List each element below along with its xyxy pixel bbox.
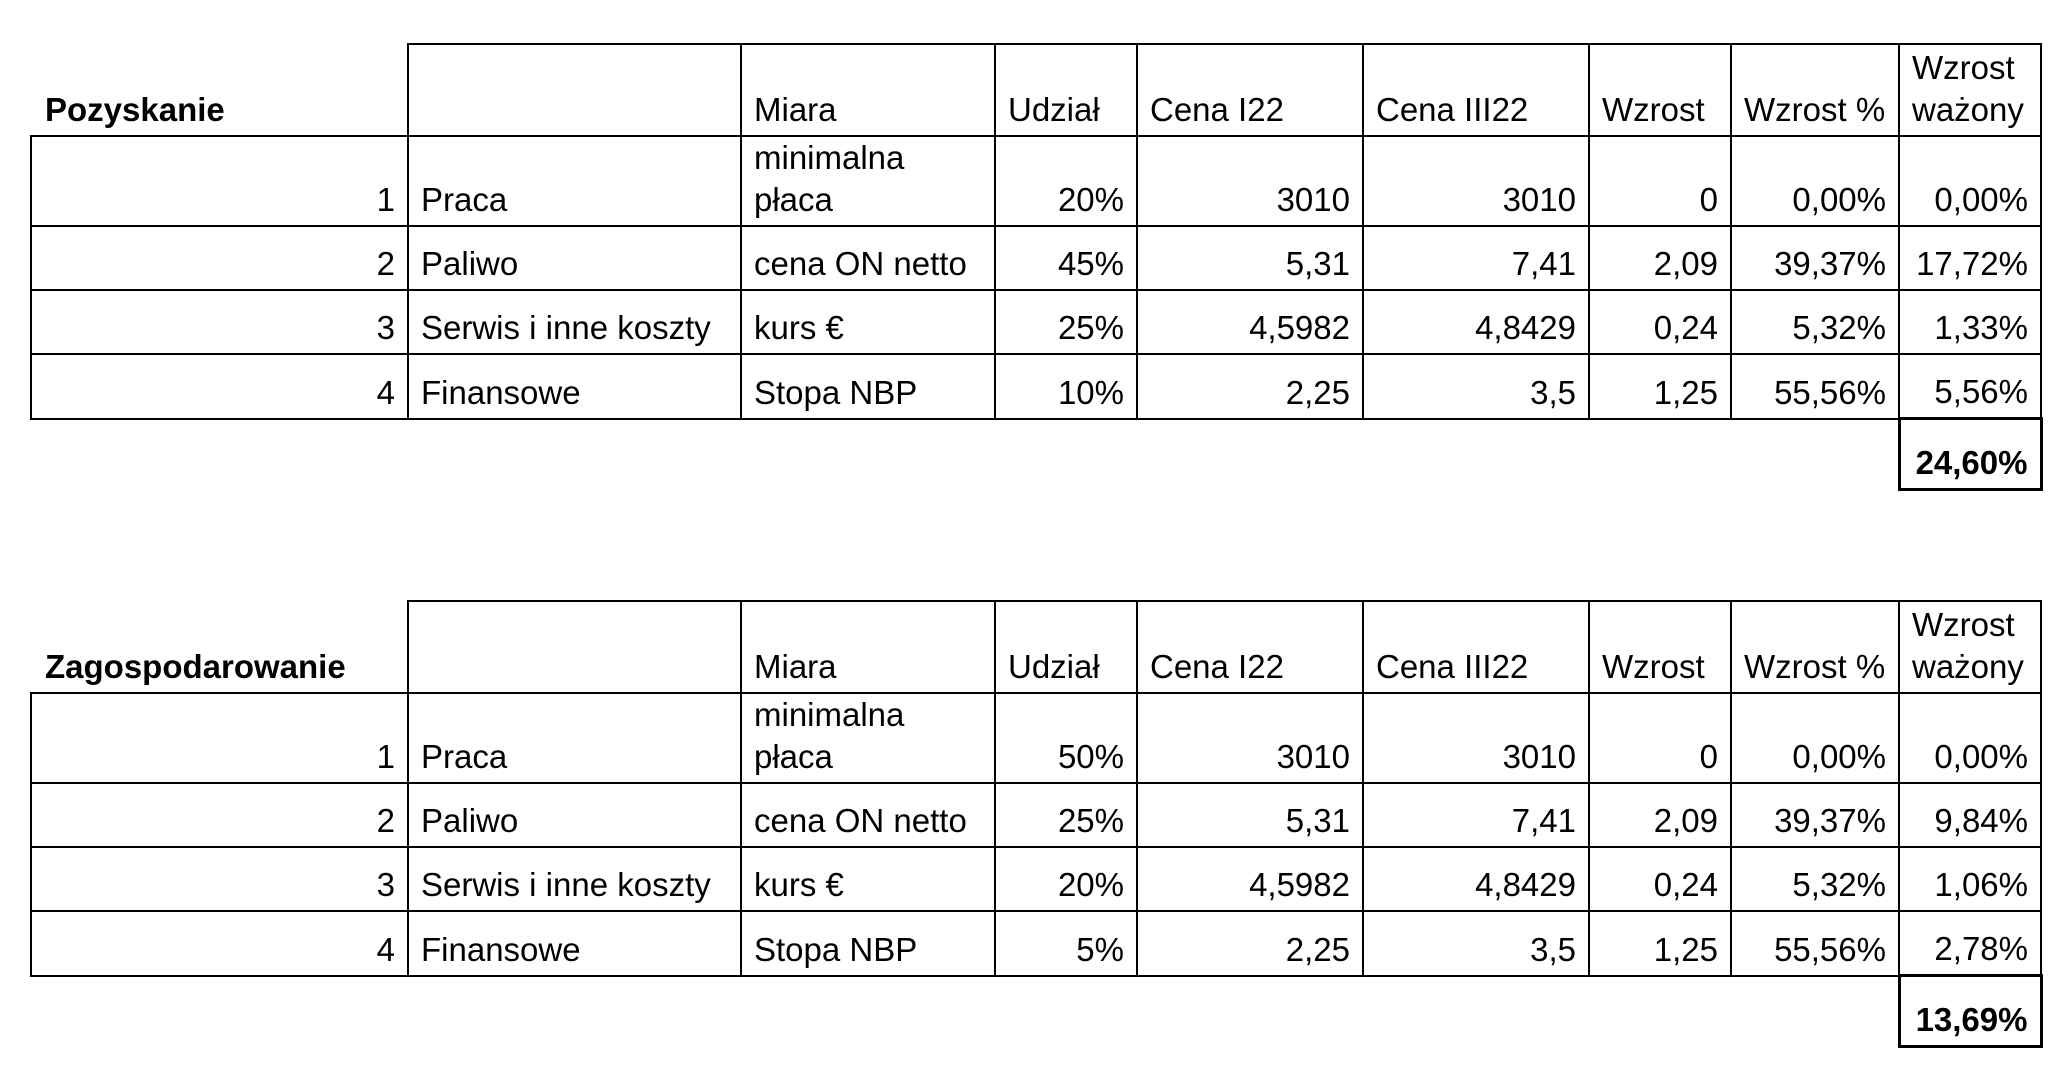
row-growth: 2,09 — [1589, 226, 1731, 290]
header-wzrost-wazony: Wzrost ważony — [1899, 601, 2041, 693]
row-price-iii22: 3,5 — [1363, 354, 1589, 419]
row-share: 45% — [995, 226, 1137, 290]
row-share: 25% — [995, 290, 1137, 354]
row-growth: 0 — [1589, 693, 1731, 783]
row-measure: kurs € — [741, 290, 995, 354]
row-measure: cena ON netto — [741, 783, 995, 847]
header-cena-i22: Cena I22 — [1137, 44, 1363, 136]
row-measure: Stopa NBP — [741, 354, 995, 419]
row-number: 3 — [31, 847, 408, 911]
total-row — [31, 976, 2041, 1047]
table-row — [31, 136, 2041, 226]
row-name: Finansowe — [408, 354, 741, 419]
row-share: 50% — [995, 693, 1137, 783]
row-weighted-growth: 1,33% — [1899, 290, 2041, 354]
row-name: Paliwo — [408, 783, 741, 847]
row-weighted-growth: 1,06% — [1899, 847, 2041, 911]
header-wzrost-wazony: Wzrost ważony — [1899, 44, 2041, 136]
header-cena-i22: Cena I22 — [1137, 601, 1363, 693]
row-growth: 0,24 — [1589, 290, 1731, 354]
row-price-i22: 2,25 — [1137, 911, 1363, 976]
row-weighted-growth: 17,72% — [1899, 226, 2041, 290]
row-number: 3 — [31, 290, 408, 354]
row-number: 4 — [31, 354, 408, 419]
row-name: Praca — [408, 136, 741, 226]
header-miara: Miara — [741, 601, 995, 693]
table-row — [31, 290, 2041, 354]
row-share: 20% — [995, 136, 1137, 226]
row-name: Finansowe — [408, 911, 741, 976]
row-price-i22: 3010 — [1137, 136, 1363, 226]
row-growth: 1,25 — [1589, 911, 1731, 976]
header-cena-iii22: Cena III22 — [1363, 44, 1589, 136]
row-price-iii22: 4,8429 — [1363, 847, 1589, 911]
total-weighted-growth: 13,69% — [1899, 976, 2041, 1047]
table-row — [31, 693, 2041, 783]
row-measure: minimalna płaca — [741, 136, 995, 226]
table-row — [31, 911, 2041, 976]
header-udzial: Udział — [995, 44, 1137, 136]
header-miara: Miara — [741, 44, 995, 136]
row-measure: Stopa NBP — [741, 911, 995, 976]
row-number: 2 — [31, 783, 408, 847]
row-growth-pct: 39,37% — [1731, 783, 1899, 847]
row-growth: 2,09 — [1589, 783, 1731, 847]
row-price-i22: 3010 — [1137, 693, 1363, 783]
row-price-i22: 4,5982 — [1137, 290, 1363, 354]
header-wzrost-pct: Wzrost % — [1731, 44, 1899, 136]
header-udzial: Udział — [995, 601, 1137, 693]
row-share: 20% — [995, 847, 1137, 911]
table-row — [31, 783, 2041, 847]
row-weighted-growth: 0,00% — [1899, 136, 2041, 226]
header-wzrost: Wzrost — [1589, 601, 1731, 693]
header-nazwa — [408, 44, 741, 136]
row-price-i22: 4,5982 — [1137, 847, 1363, 911]
table-zagospodarowanie — [30, 600, 2043, 1048]
header-cena-iii22: Cena III22 — [1363, 601, 1589, 693]
row-measure: minimalna płaca — [741, 693, 995, 783]
header-row — [31, 601, 2041, 693]
row-weighted-growth: 5,56% — [1899, 354, 2041, 419]
row-weighted-growth: 9,84% — [1899, 783, 2041, 847]
header-wzrost: Wzrost — [1589, 44, 1731, 136]
row-weighted-growth: 2,78% — [1899, 911, 2041, 976]
row-growth-pct: 5,32% — [1731, 847, 1899, 911]
row-number: 1 — [31, 693, 408, 783]
row-growth: 0,24 — [1589, 847, 1731, 911]
header-wzrost-pct: Wzrost % — [1731, 601, 1899, 693]
row-number: 2 — [31, 226, 408, 290]
row-growth-pct: 0,00% — [1731, 693, 1899, 783]
table-row — [31, 226, 2041, 290]
row-price-iii22: 7,41 — [1363, 783, 1589, 847]
row-growth-pct: 55,56% — [1731, 911, 1899, 976]
row-growth-pct: 55,56% — [1731, 354, 1899, 419]
row-name: Paliwo — [408, 226, 741, 290]
table-pozyskanie — [30, 43, 2043, 491]
row-growth: 0 — [1589, 136, 1731, 226]
row-price-iii22: 3010 — [1363, 693, 1589, 783]
row-name: Serwis i inne koszty — [408, 290, 741, 354]
row-growth: 1,25 — [1589, 354, 1731, 419]
row-weighted-growth: 0,00% — [1899, 693, 2041, 783]
row-measure: kurs € — [741, 847, 995, 911]
row-number: 4 — [31, 911, 408, 976]
total-weighted-growth: 24,60% — [1899, 419, 2041, 490]
total-row — [31, 419, 2041, 490]
row-growth-pct: 0,00% — [1731, 136, 1899, 226]
row-name: Praca — [408, 693, 741, 783]
row-price-i22: 5,31 — [1137, 226, 1363, 290]
table-row — [31, 354, 2041, 419]
row-share: 10% — [995, 354, 1137, 419]
row-name: Serwis i inne koszty — [408, 847, 741, 911]
header-nazwa — [408, 601, 741, 693]
row-price-i22: 5,31 — [1137, 783, 1363, 847]
row-growth-pct: 39,37% — [1731, 226, 1899, 290]
section-title: Zagospodarowanie — [45, 648, 346, 685]
row-price-i22: 2,25 — [1137, 354, 1363, 419]
row-growth-pct: 5,32% — [1731, 290, 1899, 354]
header-row — [31, 44, 2041, 136]
row-share: 25% — [995, 783, 1137, 847]
row-price-iii22: 3,5 — [1363, 911, 1589, 976]
table-row — [31, 847, 2041, 911]
row-number: 1 — [31, 136, 408, 226]
row-price-iii22: 3010 — [1363, 136, 1589, 226]
row-share: 5% — [995, 911, 1137, 976]
row-measure: cena ON netto — [741, 226, 995, 290]
row-price-iii22: 7,41 — [1363, 226, 1589, 290]
row-price-iii22: 4,8429 — [1363, 290, 1589, 354]
section-title: Pozyskanie — [45, 91, 225, 128]
